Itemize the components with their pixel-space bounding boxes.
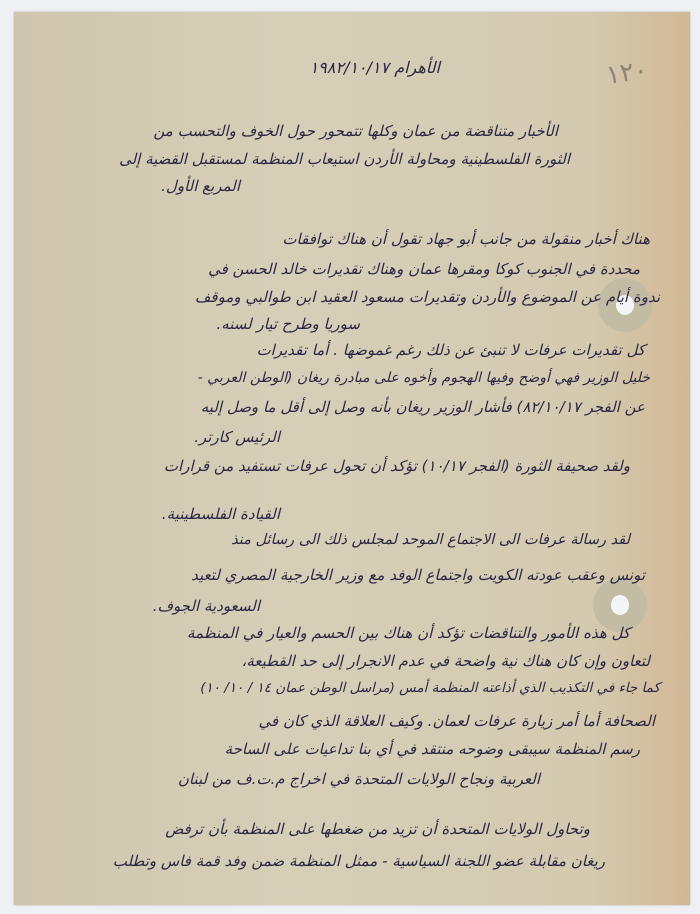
handwritten-line: كما جاء في التكذيب الذي أذاعته المنظمة أمس (مراسل الوطن عمان ١٤ / ١٠/ ١٠) — [200, 680, 660, 696]
handwritten-line: تونس وعقب عودته الكويت واجتماع الوفد مع وزير الخارجية المصري لتعيد — [191, 566, 645, 584]
handwritten-line: ولقد صحيفة الثورة (الفجر ١٠/١٧) تؤكد أن تحول عرفات تستفيد من قرارات — [163, 457, 630, 475]
handwritten-line: كل تقديرات عرفات لا تنبئ عن ذلك رغم غموضها . أما تقديرات — [256, 341, 645, 359]
handwritten-line: كل هذه الأمور والتناقضات تؤكد أن هناك بين الحسم والعيار في المنظمة — [187, 624, 630, 642]
handwritten-line: لقد رسالة عرفات الى الاجتماع الموحد لمجلس ذلك الى رسائل منذ — [231, 532, 630, 548]
handwritten-line: رسم المنظمة سيبقى وضوحه منتقد في أي بنا تداعيات على الساحة — [224, 740, 640, 758]
handwritten-line: القيادة الفلسطينية. — [161, 505, 280, 523]
handwritten-line: سوريا وطرح تيار لسنه. — [216, 315, 360, 333]
handwritten-line: وتحاول الولايات المتحدة أن تزيد من ضغطها على المنظمة بأن ترفض — [165, 820, 590, 838]
handwritten-line: الرئيس كارتر. — [194, 428, 280, 446]
handwritten-line: السعودية الجوف. — [152, 597, 260, 615]
document-date: ١٩٨٢/١٠/١٧ — [309, 58, 390, 77]
source-name: الأهرام — [394, 58, 440, 77]
header-line — [310, 58, 440, 77]
handwritten-line: الصحافة أما أمر زيارة عرفات لعمان. وكيف العلاقة الذي كان في — [258, 712, 655, 730]
handwritten-line: الأخبار متناقضة من عمان وكلها تتمحور حول الخوف والتحسب من — [153, 122, 558, 140]
handwritten-line: الثورة الفلسطينية ومحاولة الأردن استيعاب المنظمة لمستقبل القضية إلى — [119, 150, 570, 168]
handwritten-line: محددة في الجنوب كوكا ومقرها عمان وهناك تقديرات خالد الحسن في — [208, 260, 640, 278]
page-number: ١٢٠ — [604, 55, 650, 91]
handwritten-line: هناك أخبار منقولة من جانب أبو جهاد تقول أن هناك توافقات — [282, 230, 650, 248]
punch-hole-opening — [611, 595, 629, 615]
handwritten-line: عن الفجر ٨٢/١٠/١٧) فأشار الوزير ريغان بأنه وصل إلى أقل ما وصل إليه — [200, 398, 645, 416]
handwritten-line: ريغان مقابلة عضو اللجنة السياسية - ممثل المنظمة ضمن وفد قمة فاس وتطلب — [112, 852, 605, 870]
handwritten-line: العربية ونجاح الولايات المتحدة في اخراج م.ت.ف من لبنان — [177, 770, 540, 788]
handwritten-line: ندوة أيام عن الموضوع والأردن وتقديرات مسعود العقيد ابن طوالبي وموقف — [194, 288, 660, 306]
handwritten-line: خليل الوزير فهي أوضح وفيها الهجوم وأخوه على مبادرة ريغان (الوطن العربي - — [197, 370, 650, 386]
handwritten-line: لتعاون وإن كان هناك نية واضحة في عدم الانجرار إلى حد القطيعة، — [241, 652, 650, 670]
handwritten-line: المربع الأول. — [161, 177, 240, 195]
